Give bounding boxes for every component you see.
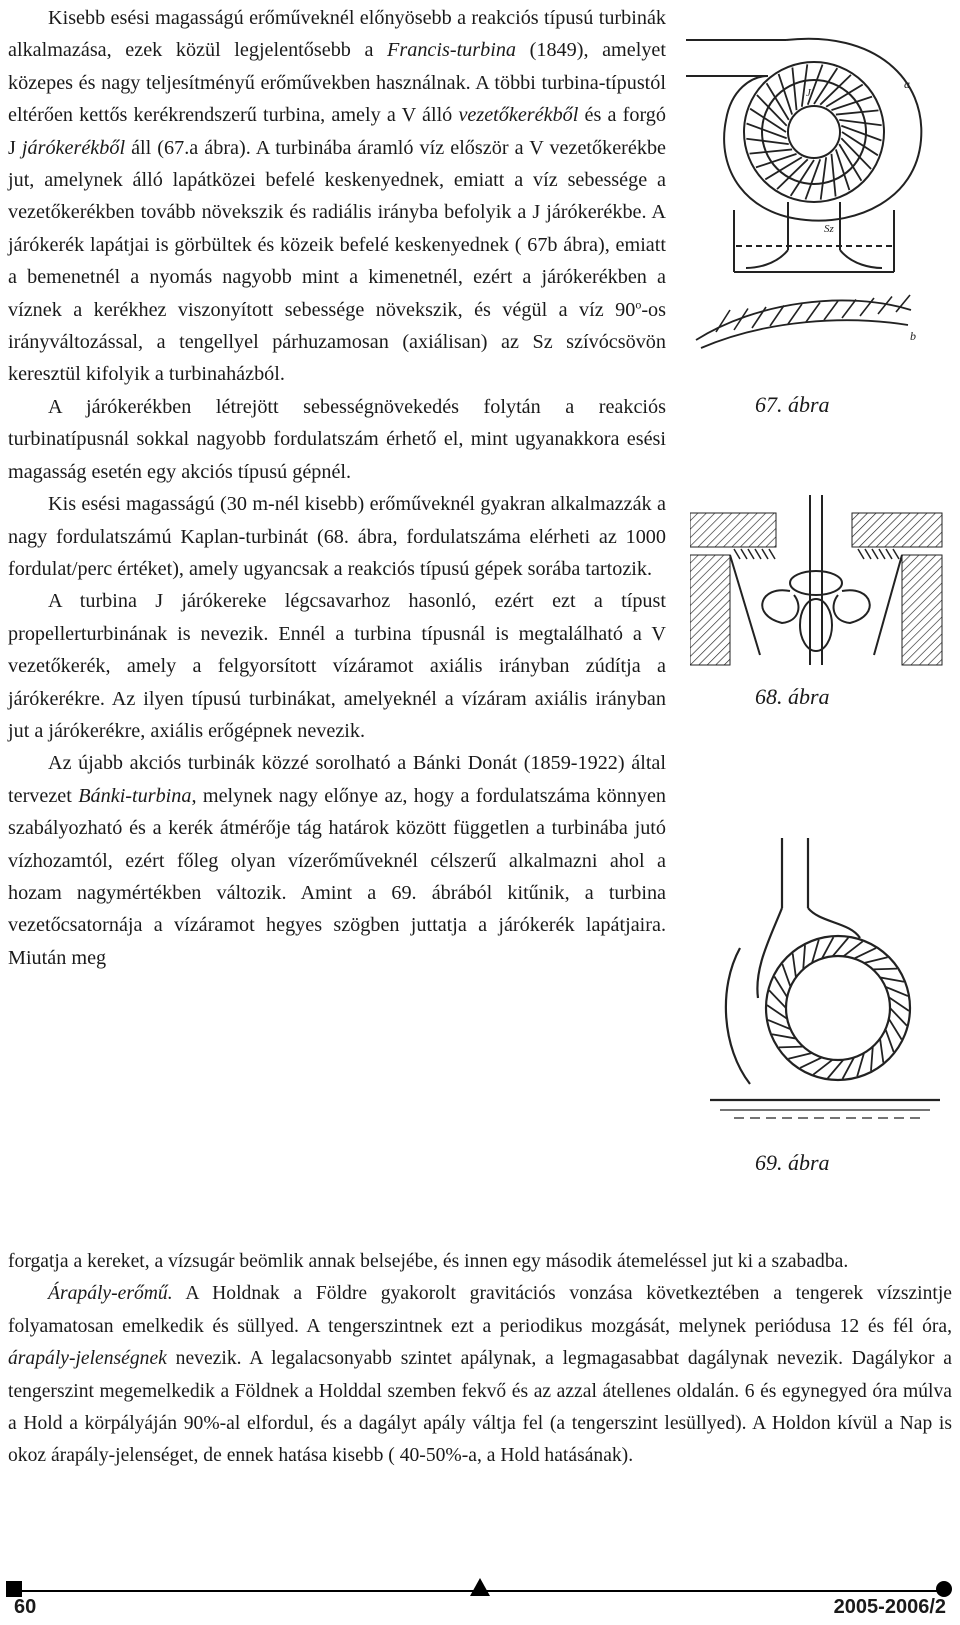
blade-line bbox=[779, 74, 793, 115]
text-span: , melynek nagy előnye az, hogy a fordulatszáma könnyen szabályozható és a kerék átmérője tág határok között független a turbinába jutó vízhozamtól, ezért főleg olyan vízerőműveknél célszerű alkalmazni ahol a hozam nagymértékben változik. Amint a 69. ábrából kitűnik, a turbina vezetőcsatornája a vízáramot hegyes szögben juttatja a járókerék lapátjaira. Miután meg bbox=[8, 784, 667, 969]
label-a: a bbox=[904, 77, 910, 91]
blade-line bbox=[750, 149, 793, 153]
guide-vane-line bbox=[865, 549, 871, 559]
guide-vane-line bbox=[858, 549, 864, 559]
blade-line bbox=[782, 964, 790, 987]
blade-line bbox=[800, 1057, 822, 1068]
blade-line bbox=[836, 110, 879, 114]
paragraph-banki bbox=[8, 747, 666, 974]
text-column bbox=[8, 2, 666, 974]
blade-line bbox=[831, 97, 872, 111]
text-span: A Holdnak a Földre gyakorolt gravitációs vonzása következtében a tengerek vízszintje folyamatosan emelkedik és süllyed. A tengerszintnek ezt a periodikus mozgását, melynek periódusa 12 és fél óra, bbox=[8, 1283, 952, 1337]
blade-line bbox=[756, 154, 797, 168]
square-marker-icon bbox=[6, 1581, 22, 1597]
paragraph-speed: A járókerékben létrejött sebességnövekedés folytán a reakciós turbinatípusnál sokkal nagyobb fordulatszám érhető el, mint ugyanakkora esési magasság esetén egy akciós típusú gépnél. bbox=[8, 395, 666, 483]
blade-line bbox=[774, 977, 787, 998]
blade-line bbox=[864, 957, 888, 963]
figure-69-banki-turbine bbox=[710, 838, 950, 1138]
term-jarokerek: járókerékből bbox=[21, 136, 126, 159]
triangle-marker-icon bbox=[470, 1578, 490, 1596]
blade-line bbox=[843, 941, 862, 956]
figure-67-francis-turbine bbox=[676, 10, 946, 380]
paragraph-banki-continued: forgatja a kereket, a vízsugár beömlik annak belsejébe, és innen egy második átemeléssel jut ki a szabadba. bbox=[8, 1251, 849, 1272]
full-width-text bbox=[8, 1246, 952, 1473]
guide-vane-line bbox=[879, 549, 885, 559]
page-number: 60 bbox=[14, 1596, 37, 1618]
section-title-arapaly: Árapály-erőmű. bbox=[48, 1283, 173, 1305]
blade-line bbox=[836, 149, 850, 190]
blade-line bbox=[716, 310, 730, 332]
label-sz: Sz bbox=[824, 223, 834, 235]
issue-label: 2005-2006/2 bbox=[833, 1596, 946, 1618]
paragraph-francis bbox=[8, 2, 666, 391]
guide-vane-line bbox=[755, 549, 761, 559]
figure-68-kaplan-turbine bbox=[690, 495, 950, 675]
blade-line bbox=[831, 154, 835, 197]
paragraph-arapaly bbox=[8, 1278, 952, 1472]
guide-vane-line bbox=[741, 549, 747, 559]
blade-line bbox=[746, 139, 788, 144]
guide-vane-line bbox=[872, 549, 878, 559]
text-span: áll (67.a ábra). A turbinába áramló víz először a V vezetőkerékbe jut, amelynek álló lapátközei befelé keskenyednek, emiatt a víz sebessége a vezetőkerékben tovább növekszik és radiális irányba befolyik a J járókerékbe. A járókerék lapátjai is görbültek és közeik befelé keskenyednek ( 67b ábra), emiatt a bemenetnél a nyomás nagyobb mint a kimenetnél, ezért a járókerékben a víznek a kerékhez viszonyított sebessége növekszik, és végül a víz 90 bbox=[8, 136, 667, 321]
text-span: (1849), amelyet közepes és nagy teljesítményű erőművekben használnak. A többi turbina-típustól eltérően kettős kerékrendszerű turbina, amely a V álló bbox=[8, 39, 666, 127]
figure-67-caption: 67. ábra bbox=[755, 392, 830, 417]
text-span: -os irányváltozással, a tengellyel párhuzamosan (axiálisan) az Sz szívócsövön keresztül kifolyik a turbinaházból. bbox=[8, 298, 666, 386]
text-span: nevezik. A legalacsonyabb szintet apálynak, a legmagasabbat dagálynak nevezik. Dagálykor a tengerszint megemelkedik a Földnek a Holddal szemben fekvő és az azzal átellenes oldalán. 6 és egynegyed óra múlva a Hold a körpályáján 90%-al elfordul, és a dagályt apály váltja fel (a tengerszint lesüllyed). A Holdon kívül a Nap is okoz árapály-jelenséget, de ennek hatása kisebb ( 40-50%-a, a Hold hatásának). bbox=[8, 1348, 952, 1467]
guide-vane-line bbox=[886, 549, 892, 559]
guide-vane-line bbox=[748, 549, 754, 559]
blade-line bbox=[824, 301, 838, 320]
figure-69-caption: 69. ábra bbox=[755, 1150, 830, 1175]
paragraph-propeller: A turbina J járókereke légcsavarhoz hasonló, ezért ezt a típust propellerturbinának is nevezik. Ennél a turbina típusnál is megtalálható a V vezetőkerék, amely a felgyorsított vízáramot axiális irányban zúdítja a járókerékre. Az ilyen típusú turbinákat, amelyeknél a vízáram axiális irányban jut a járókerékre, axiális erőgépnek nevezik. bbox=[8, 590, 666, 742]
blade-line bbox=[873, 969, 897, 970]
text-span: Kisebb esési magasságú erőműveknél előnyösebb a reakciós típusú turbinák alkalmazása, ezek közül legjelentősebb a bbox=[8, 7, 666, 62]
blade-line bbox=[769, 990, 786, 1008]
guide-vane-line bbox=[762, 549, 768, 559]
blade-line bbox=[813, 1060, 832, 1075]
blade-line bbox=[788, 304, 802, 324]
blade-line bbox=[871, 1047, 873, 1071]
term-vezetokerek: vezetőkerékből bbox=[458, 104, 579, 127]
term-arapaly-jelenseg: árapály-jelenségnek bbox=[8, 1348, 167, 1370]
guide-vane-line bbox=[893, 549, 899, 559]
blade-line bbox=[802, 64, 807, 106]
blade-line bbox=[841, 126, 881, 141]
blade-line bbox=[854, 948, 876, 959]
figure-68-caption: 68. ábra bbox=[755, 684, 830, 709]
blade-line bbox=[880, 1039, 883, 1063]
blade-line bbox=[886, 1029, 894, 1052]
text-span: és a forgó J bbox=[8, 104, 666, 159]
blade-line bbox=[792, 68, 796, 111]
blade-line bbox=[793, 953, 796, 977]
blade-line bbox=[842, 300, 856, 319]
blade-line bbox=[805, 159, 820, 199]
degree-sup: o bbox=[635, 296, 642, 311]
guide-vane-line bbox=[734, 549, 740, 559]
circle-marker-icon bbox=[936, 1581, 952, 1597]
blade-line bbox=[889, 1019, 902, 1040]
paragraph-kaplan: Kis esési magasságú (30 m-nél kisebb) erőműveknél gyakran alkalmazzák a nagy fordulatszámú Kaplan-turbinát (68. ábra, fordulatszáma elérheti az 1000 fordulat/perc értéket), amely ugyancsak a reakciós típusú gépek sorába tartozik. bbox=[8, 493, 666, 580]
text-span: Az újabb akciós turbinák közzé sorolható a Bánki Donát (1859-1922) által tervezet bbox=[8, 752, 666, 807]
label-j: J bbox=[806, 87, 811, 99]
blade-line bbox=[779, 1047, 803, 1048]
blade-line bbox=[752, 307, 766, 328]
blade-line bbox=[821, 157, 826, 199]
guide-vane-line bbox=[769, 549, 775, 559]
term-banki: Bánki-turbina bbox=[78, 784, 192, 807]
blade-line bbox=[890, 1008, 907, 1026]
blade-line bbox=[839, 120, 881, 125]
blade-line bbox=[747, 123, 787, 138]
blade-line bbox=[788, 1053, 812, 1059]
term-francis: Francis-turbina bbox=[387, 39, 517, 62]
blade-line bbox=[803, 945, 805, 969]
blade-line bbox=[806, 303, 820, 323]
label-b: b bbox=[910, 329, 916, 343]
